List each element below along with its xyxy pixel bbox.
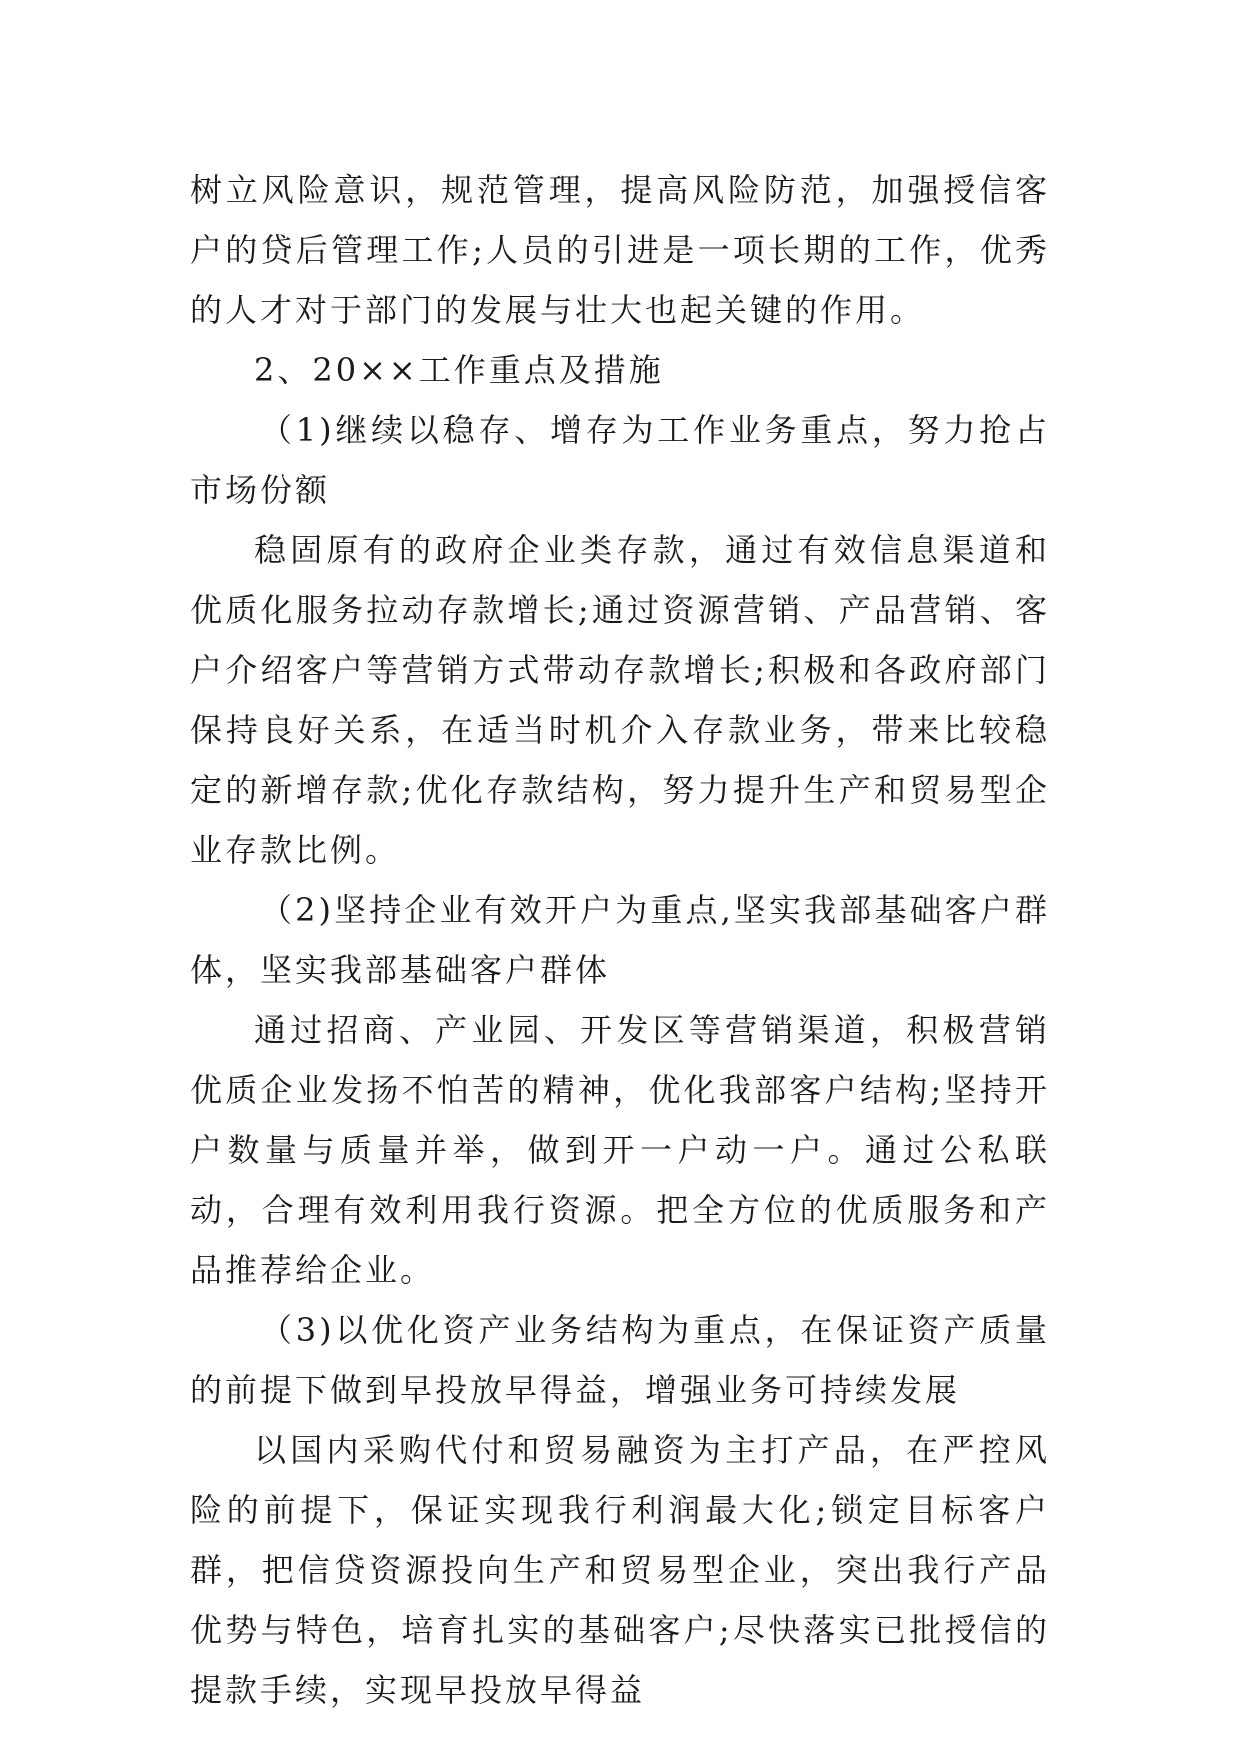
paragraph-risk-management: 树立风险意识，规范管理，提高风险防范，加强授信客户的贷后管理工作;人员的引进是一项长期的工作，优秀的人才对于部门的发展与壮大也起关键的作用。	[190, 171, 1050, 329]
subheading-account-opening: （2)坚持企业有效开户为重点,坚实我部基础客户群体，坚实我部基础客户群体	[190, 891, 1050, 989]
paragraph-deposits: 稳固原有的政府企业类存款，通过有效信息渠道和优质化服务拉动存款增长;通过资源营销、产品营销、客户介绍客户等营销方式带动存款增长;积极和各政府部门保持良好关系，在适当时机介入存款业务，带来比较稳定的新增存款;优化存款结构，努力提升生产和贸易型企业存款比例。	[190, 531, 1050, 869]
paragraph-asset-structure: 以国内采购代付和贸易融资为主打产品，在严控风险的前提下，保证实现我行利润最大化;锁定目标客户群，把信贷资源投向生产和贸易型企业，突出我行产品优势与特色，培育扎实的基础客户;尽快落实已批授信的提款手续，实现早投放早得益	[190, 1431, 1050, 1709]
subheading-asset-structure: （3)以优化资产业务结构为重点，在保证资产质量的前提下做到早投放早得益，增强业务可持续发展	[190, 1311, 1050, 1409]
subheading-deposits: （1)继续以稳存、增存为工作业务重点，努力抢占市场份额	[190, 411, 1050, 509]
document-body	[190, 160, 1050, 1720]
section-heading-work-priorities: 2、20××工作重点及措施	[254, 351, 664, 389]
paragraph-account-opening: 通过招商、产业园、开发区等营销渠道，积极营销优质企业发扬不怕苦的精神，优化我部客户结构;坚持开户数量与质量并举，做到开一户动一户。通过公私联动，合理有效利用我行资源。把全方位的优质服务和产品推荐给企业。	[190, 1011, 1050, 1289]
